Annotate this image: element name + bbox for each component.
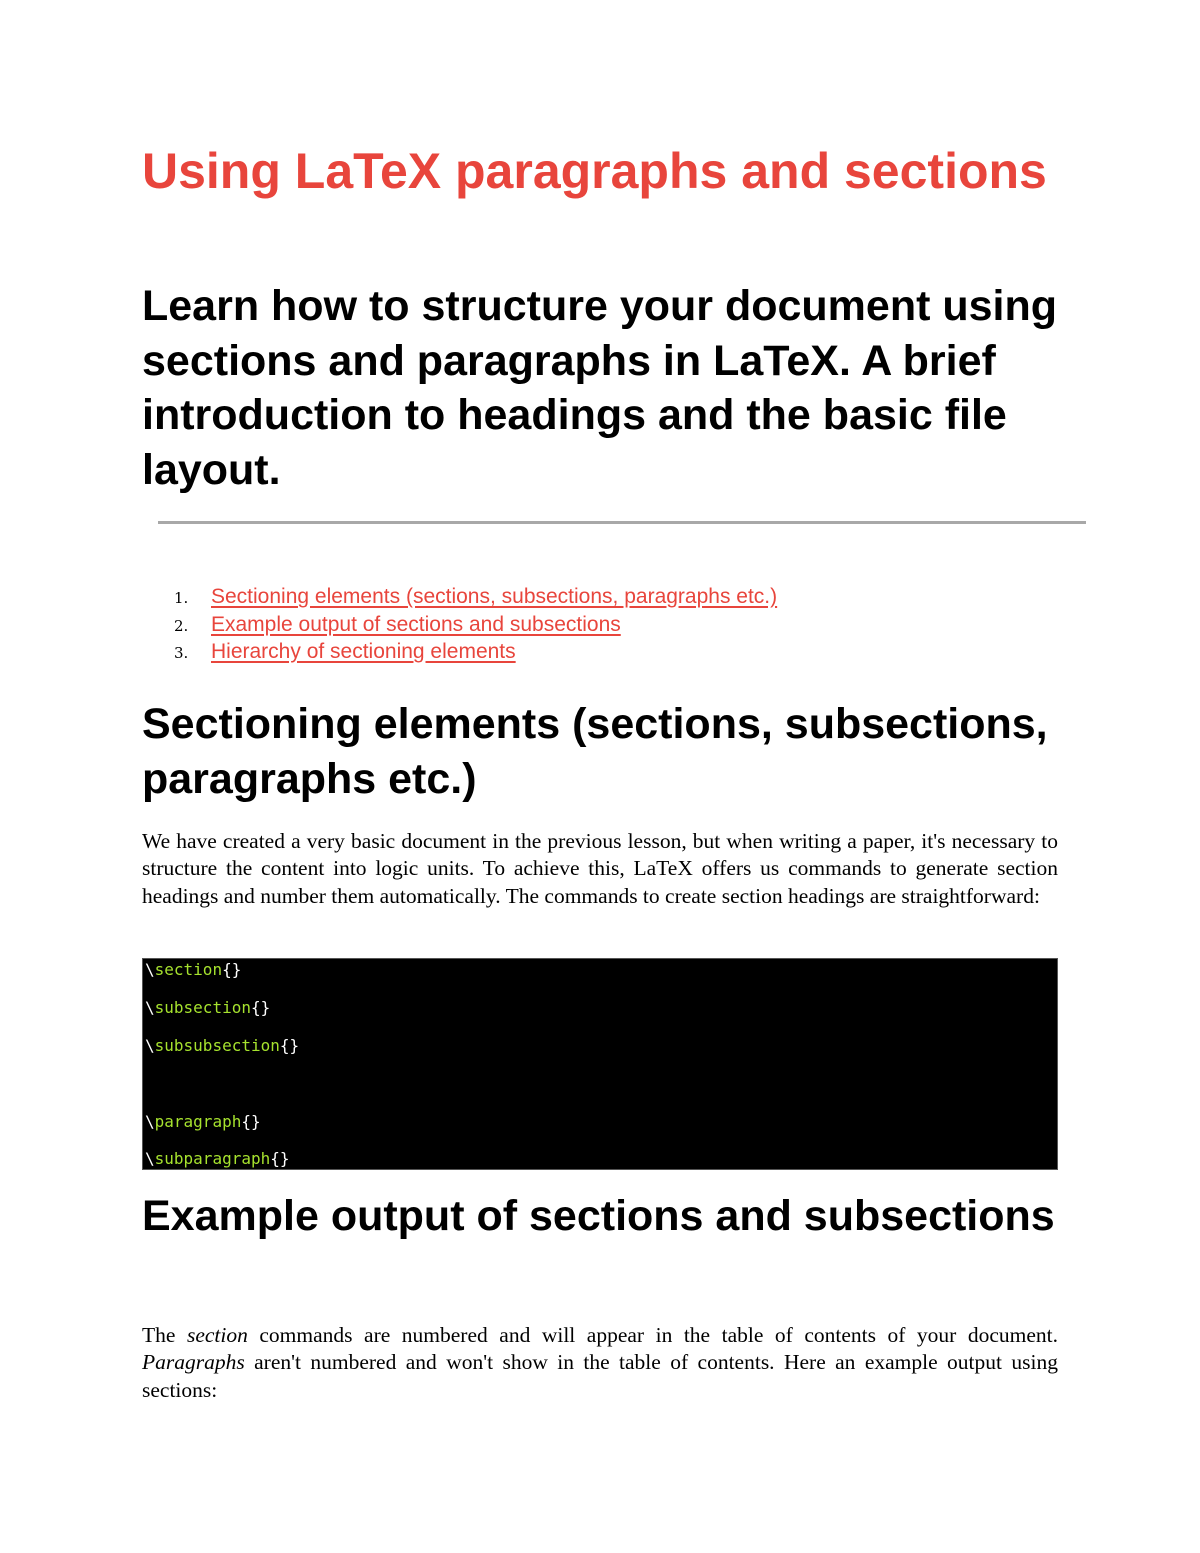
toc-link-sectioning-elements[interactable]: Sectioning elements (sections, subsections, paragraphs etc.)	[211, 585, 778, 608]
code-line-paragraph	[145, 1111, 261, 1133]
paragraph-text: commands are numbered and will appear in the table of contents of your document.	[247, 1323, 1058, 1347]
code-braces: {}	[279, 1036, 300, 1055]
section-paragraph-example	[142, 1322, 1058, 1404]
toc-link-hierarchy[interactable]: Hierarchy of sectioning elements	[211, 640, 516, 663]
toc-link-example-output[interactable]: Example output of sections and subsections	[211, 612, 621, 636]
table-of-contents	[142, 585, 777, 668]
toc-item-number: 1.	[174, 589, 189, 607]
code-keyword: subsubsection	[154, 1036, 280, 1055]
code-keyword: paragraph	[154, 1112, 242, 1131]
code-braces: {}	[241, 1112, 261, 1131]
code-line-subsection	[145, 997, 270, 1019]
toc-item	[142, 585, 777, 613]
code-backslash: \	[145, 960, 155, 979]
section-heading-sectioning-elements: Sectioning elements (sections, subsections, paragraphs etc.)	[142, 700, 1048, 803]
toc-item-number: 2.	[174, 616, 189, 635]
section-paragraph-intro: We have created a very basic document in the previous lesson, but when writing a paper, it's necessary to structure the content into logic units. To achieve this, LaTeX offers us commands to generate section headings and number them automatically. The commands to create section headings are straightforward:	[142, 829, 1058, 908]
emphasis-section: section	[186, 1323, 248, 1347]
section-heading-example-output: Example output of sections and subsections	[142, 1192, 1055, 1240]
code-line-section	[145, 959, 241, 981]
emphasis-paragraphs: Paragraphs	[142, 1350, 245, 1375]
paragraph-text: The	[142, 1323, 187, 1347]
toc-item	[142, 613, 777, 641]
paragraph-text: aren't numbered and won't show in the table of contents. Here an example output using sections:	[142, 1350, 1058, 1402]
toc-item	[142, 640, 777, 668]
code-backslash: \	[145, 1112, 155, 1131]
code-backslash: \	[145, 1036, 155, 1055]
code-braces: {}	[222, 960, 242, 979]
page-title: Using LaTeX paragraphs and sections	[142, 143, 1047, 199]
code-line-subparagraph	[145, 1148, 290, 1170]
horizontal-divider	[158, 521, 1086, 524]
code-keyword: section	[154, 960, 223, 979]
code-line-subsubsection	[145, 1035, 299, 1057]
code-keyword: subparagraph	[154, 1149, 271, 1168]
code-block	[142, 958, 1058, 1170]
page-subtitle: Learn how to structure your document using sections and paragraphs in LaTeX. A brief introduction to headings and the basic file layout.	[142, 282, 1058, 494]
code-braces: {}	[250, 998, 271, 1017]
code-keyword: subsection	[154, 998, 251, 1017]
toc-item-number: 3.	[174, 644, 189, 662]
code-backslash: \	[145, 998, 155, 1017]
code-backslash: \	[145, 1149, 155, 1168]
code-braces: {}	[270, 1149, 290, 1168]
